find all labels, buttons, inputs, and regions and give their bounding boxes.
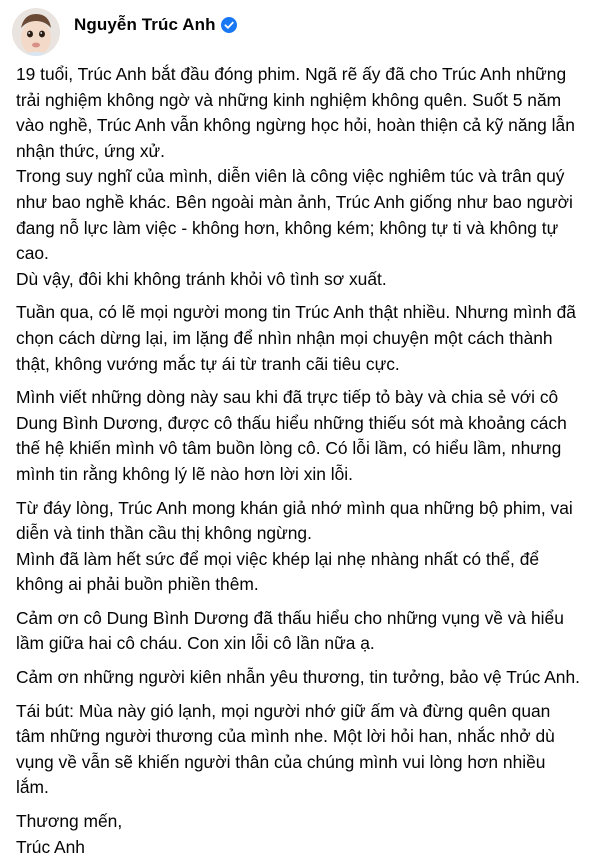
author-avatar[interactable]: [12, 8, 60, 56]
text-line: tâm những người thương của mình nhe. Một lời hỏi han, nhắc nhở dù: [16, 726, 555, 747]
author-name-group: [74, 15, 237, 35]
text-line: không ai phải buồn phiền thêm.: [16, 574, 259, 595]
post-header: [12, 7, 237, 57]
text-line: Dung Bình Dương, được cô thấu hiểu những thiếu sót mà khoảng cách: [16, 412, 567, 433]
verified-badge-icon: [221, 17, 237, 33]
paragraph-thanks-dung: [16, 606, 610, 657]
paragraph-silence: [16, 300, 610, 377]
author-name[interactable]: Nguyễn Trúc Anh: [74, 15, 216, 34]
text-line: 19 tuổi, Trúc Anh bắt đầu đóng phim. Ngã rẽ ấy đã cho Trúc Anh những: [16, 64, 567, 84]
text-line: chọn cách dừng lại, im lặng để nhìn nhận mọi chuyện một cách thành: [16, 327, 553, 348]
paragraph-apology: [16, 385, 610, 487]
text-line: Trong suy nghĩ của mình, diễn viên là công việc nghiêm túc và trân quý: [16, 166, 565, 187]
text-line: trải nghiệm không ngờ và những kinh nghiệm không quên. Suốt 5 năm: [16, 89, 562, 110]
paragraph-postscript: [16, 699, 610, 801]
text-line: Mình đã làm hết sức để mọi việc khép lại nhẹ nhàng nhất có thể, để: [16, 548, 540, 569]
closing-greeting: Thương mến,: [16, 811, 123, 832]
post-body: [16, 62, 610, 868]
text-line: đang nỗ lực làm việc - không hơn, không kém; không tự ti và không tự: [16, 217, 559, 238]
text-line: thật, không vướng mắc tự ái từ tranh cãi tiêu cực.: [16, 353, 400, 374]
text-line: Cảm ơn những người kiên nhẫn yêu thương, tin tưởng, bảo vệ Trúc Anh.: [16, 667, 580, 688]
text-line: như bao nghề khác. Bên ngoài màn ảnh, Trúc Anh giống như bao người: [16, 191, 573, 212]
text-line: lắm.: [16, 777, 49, 798]
text-line: nhận thức, ứng xử.: [16, 140, 166, 161]
baby-portrait-icon: [12, 8, 60, 56]
text-line: diễn và tinh thần cầu thị không ngừng.: [16, 523, 312, 544]
closing-signature: Trúc Anh: [16, 836, 85, 857]
text-line: vụng về vẫn sẽ khiến người thân của chúng mình vui lòng hơn nhiều: [16, 751, 546, 772]
text-line: mình tin rằng không lý lẽ nào hơn lời xin lỗi.: [16, 463, 353, 484]
text-line: Tuần qua, có lẽ mọi người mong tin Trúc Anh thật nhiều. Nhưng mình đã: [16, 302, 576, 323]
text-line: Tái bút: Mùa này gió lạnh, mọi người nhớ giữ ấm và đừng quên quan: [16, 700, 551, 721]
text-line: lầm giữa hai cô cháu. Con xin lỗi cô lần nữa ạ.: [16, 633, 375, 654]
text-line: thế hệ khiến mình vô tâm buồn lòng cô. Có lỗi lầm, có hiểu lầm, nhưng: [16, 438, 562, 459]
text-line: Cảm ơn cô Dung Bình Dương đã thấu hiểu cho những vụng về và hiểu: [16, 607, 564, 628]
text-line: Dù vậy, đôi khi không tránh khỏi vô tình sơ xuất.: [16, 268, 387, 289]
text-line: Mình viết những dòng này sau khi đã trực tiếp tỏ bày và chia sẻ với cô: [16, 387, 559, 408]
text-line: cao.: [16, 243, 49, 264]
paragraph-thanks-fans: [16, 665, 610, 691]
text-line: vào nghề, Trúc Anh vẫn không ngừng học hỏi, hoàn thiện cả kỹ năng lẫn: [16, 115, 575, 136]
paragraph-intro: [16, 62, 610, 292]
post-closing: [16, 809, 610, 860]
text-line: Từ đáy lòng, Trúc Anh mong khán giả nhớ mình qua những bộ phim, vai: [16, 497, 573, 518]
paragraph-audience: [16, 496, 610, 598]
